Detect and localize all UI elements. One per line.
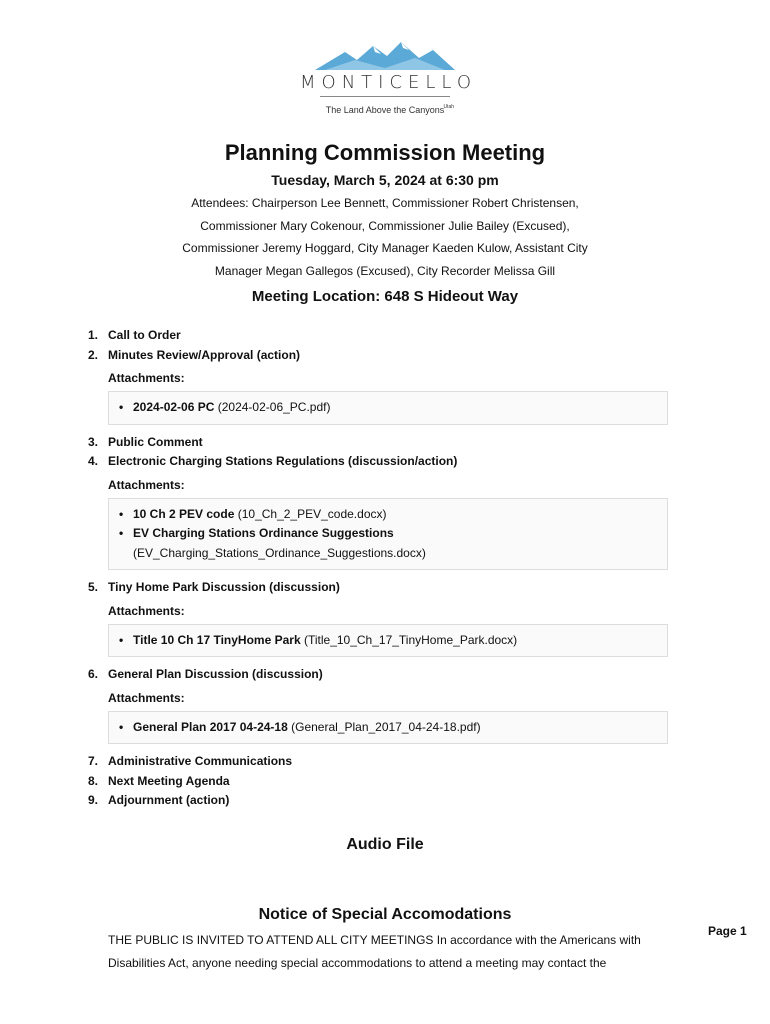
logo-divider — [320, 96, 450, 97]
notice-text: THE PUBLIC IS INVITED TO ATTEND ALL CITY MEETINGS In accordance with the Americans with Disabilities Act, anyone needing special accommodations to attend a meeting may contact the — [108, 933, 641, 970]
page-title: Planning Commission Meeting — [224, 140, 546, 165]
attachment-title[interactable]: General Plan 2017 04-24-18 — [133, 719, 288, 734]
agenda-item — [88, 346, 668, 366]
agenda-item — [88, 452, 668, 472]
agenda-item-text: Administrative Communications — [108, 754, 293, 768]
agenda-item — [88, 578, 668, 598]
agenda-item-number: 5. — [88, 580, 99, 594]
attachments-label: Attachments: — [108, 603, 185, 618]
notice-heading: Notice of Special Accomodations — [258, 906, 512, 923]
meeting-date: Tuesday, March 5, 2024 at 6:30 pm — [271, 172, 499, 188]
bullet-icon: • — [119, 526, 124, 540]
attachments-label: Attachments: — [108, 690, 185, 705]
agenda-item-text: Electronic Charging Stations Regulations (discussion/action) — [108, 454, 458, 468]
agenda-list — [88, 326, 668, 811]
attachment-item[interactable] — [119, 505, 661, 525]
bullet-icon: • — [119, 632, 124, 647]
agenda-item-text: Minutes Review/Approval (action) — [108, 347, 301, 362]
attendees: Attendees: Chairperson Lee Bennett, Commissioner Robert Christensen, Commissioner Mary Cokenour, Commissioner Julie Bailey (Excused), Commissioner Jeremy Hoggard, City Manager Kaeden Kulow, Assistant City Manager Megan Gallegos (Excused), City Recorder Melissa Gill — [182, 196, 588, 278]
meeting-location: Meeting Location: 648 S Hideout Way — [251, 288, 519, 305]
logo-tagline: The Land Above the Canyons — [325, 105, 445, 115]
attachment-title[interactable]: EV Charging Stations Ordinance Suggestions — [133, 526, 394, 540]
agenda-item-number: 4. — [88, 454, 99, 468]
agenda-item-text: Tiny Home Park Discussion (discussion) — [108, 580, 340, 594]
mountain-logo-icon — [315, 40, 455, 74]
attachments-box — [108, 391, 668, 425]
agenda-item-number: 6. — [88, 667, 99, 681]
attachment-title[interactable]: 10 Ch 2 PEV code — [133, 506, 235, 521]
agenda-item — [88, 791, 668, 811]
logo-state: Utah — [443, 104, 454, 110]
attachment-filename: (Title_10_Ch_17_TinyHome_Park.docx) — [303, 632, 518, 647]
attachments-box — [108, 498, 668, 571]
agenda-item — [88, 752, 668, 772]
city-logo — [300, 40, 477, 134]
attachment-item[interactable] — [119, 718, 661, 738]
agenda-item — [88, 326, 668, 346]
attachment-filename: (EV_Charging_Stations_Ordinance_Suggestions.docx) — [133, 545, 426, 560]
attachment-title[interactable]: Title 10 Ch 17 TinyHome Park — [133, 632, 301, 647]
attachment-filename: (2024-02-06_PC.pdf) — [217, 400, 331, 414]
agenda-item-number: 7. — [88, 754, 99, 768]
agenda-item-text: General Plan Discussion (discussion) — [108, 667, 323, 681]
agenda-item — [88, 772, 668, 792]
agenda-item — [88, 665, 668, 685]
agenda-item-number: 8. — [88, 773, 99, 788]
audio-file-heading: Audio File — [346, 836, 424, 853]
attachment-filename: (10_Ch_2_PEV_code.docx) — [237, 506, 387, 521]
agenda-item-text: Adjournment (action) — [108, 793, 230, 807]
attachments-box — [108, 711, 668, 745]
logo-wordmark: MONTICELLO — [300, 72, 477, 93]
page-number: Page 1 — [708, 924, 747, 938]
attachments-box — [108, 624, 668, 658]
agenda-item-number: 9. — [88, 793, 99, 807]
bullet-icon: • — [119, 506, 124, 521]
attachment-title[interactable]: 2024-02-06 PC — [133, 400, 215, 414]
attachments-label: Attachments: — [108, 477, 185, 492]
agenda-item-number: 1. — [88, 328, 99, 342]
attachment-filename: (General_Plan_2017_04-24-18.pdf) — [291, 719, 481, 734]
attachment-item[interactable] — [119, 631, 661, 651]
agenda-item — [88, 433, 668, 453]
agenda-item-text: Call to Order — [108, 328, 181, 342]
attachment-item[interactable] — [119, 398, 661, 418]
agenda-item-text: Next Meeting Agenda — [108, 773, 230, 788]
bullet-icon: • — [119, 719, 124, 734]
agenda-item-text: Public Comment — [108, 434, 203, 449]
attachments-label: Attachments: — [108, 371, 185, 385]
attachment-item[interactable] — [119, 524, 661, 563]
agenda-item-number: 3. — [88, 434, 99, 449]
bullet-icon: • — [119, 400, 124, 414]
agenda-item-number: 2. — [88, 347, 99, 362]
